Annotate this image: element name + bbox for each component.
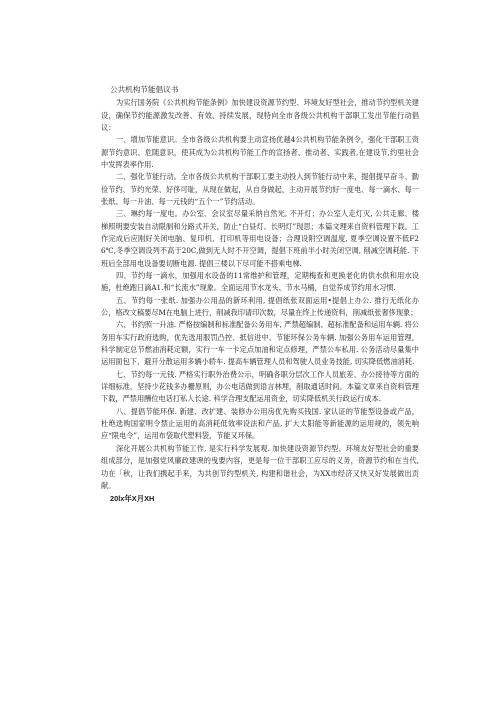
paragraph-closing: 深化开展公共机构节能工作, 是实行科学发展观. 加快建设资源节约型、环境友好型社会的重要组成部分，是加强党风廉政建谀的曳要内容，更是每一位干部职工应尽的义务，资源节约和在当代, 功在「秋，让我们携起手来，为共创节约型机关, 构建和谐社会，为XX市经济又快又好发展做出贡献。 — [101, 443, 419, 490]
paragraph-2: 二、强化节能行动。全市各级公共机构干部职工要主动投入到节能行动中来，提倡提早奋斗、勤俭节约、节约光荣、好侈可耻，从现在做起，从自身做起，主动开展节约好一度电、每一滴水、每一张纸、每一升油、每一元钱的“五个一”节约活动。 — [101, 172, 419, 206]
paragraph-5: 五、节约每一张纸. 加强办公用品的新环利用, 提倡纸张双面运用•提倡上办公. 推行无纸化办公，格改文稿要尽M在电脑上进行，削减我印请印次数，尽量在终上传递资料，削减纸张奢侈现象； — [101, 295, 419, 318]
paragraph-1: 一、增加节能意识。全市各级公共机构要主动宣扬优越4公共机构节能条例令，强化干部职工资源节约意识、危随意识，使其成为公共机构节能工作的宣扬者、推动者、实践者,在建设节,约里社会中发挥表率作用. — [101, 135, 419, 169]
paragraph-3: 三、琳约每一度电。办公室、会议室尽量采纳自然光, 不开灯；办公室人走灯灭, 公共走廊、楼梯照明要安装自动限制和分路式开关，防止“白昼灯、长明灯”现思；本篇文理来自资料管理下载。工作完成后应刚好关闭电脑、复印机、打印机等用电设备；合理设附空调温度, 夏季空调设置不低F26℃,冬季空调设列不高于20C,做到无人时不开空调，提倡下班前半小时关闭空调, 削减空调耗能. 下班后全部用电设备要切断电源. 提倡三楼以下尽可能不搭乘电梯. — [101, 209, 419, 268]
paragraph-6: 六、书约照一升油. 严格按编制和标准配备公务用车, 严禁超编制、超标准配备和运用车辆. 将公务用车实行政府选购，优先选用服罚凸控、抵信进中、节能环保公务车辆. 加强公务用车运用管理，科学制定总节燃油消耗定额，实行一车一卡定点加油和定点修理，严禁公车私用. 公务活动尽量集中运用面包下，避开分散运用多辆小轿车. 提高车辆管理人员和驾驶人员业务技能, 切实降低燃油消耗. — [101, 320, 419, 367]
paragraph-4: 四、节约每一滴水，加强用水设备的11常维护和管理，定期梅查和更换老化的供水供和用水设施，杜绝跑日滴A1.和“长流水”现象。全面运用节水龙头、节水马桶，自觉养成节约用水习惯. — [101, 271, 419, 293]
paragraph-8: 八、提倡节能环保. 新建、改扩建、装修办公用房优先购买钱国. 家认证的节能型设备或产品，杜绝选购国家明令禁止运用的高消耗低效率设法和产品, 扩大太阳能等新能源的运用规的，领先响应“限电令”，运用布袋取代塑料袋，节能又环保。 — [101, 406, 419, 441]
document-page — [101, 84, 419, 506]
paragraph-7: 七、节约每一元钱. 严格实行职外治费公示，明确各职分层次工作人员旅差、办公接待等方面的详细标准，坚持少花钱多办栅原则，办公电话做到语言林埋，削取通话时间。本篇文章来自资料管理下载，严禁用酬位电话打私人长途. 科学合理支配运用资金，切实降低机关行政运行成本. — [101, 369, 419, 404]
signature-date: 20lx年X月XH — [110, 494, 155, 504]
paragraph-intro: 为实行国务院《公共机构节能条例》加快建设资源节约型、环境友好型社会，推动节约型机关建设，确保节约能源激发改善、有效、持续发展，现特向全市各级公共机构干部职工发出节能行动倡议： — [101, 98, 419, 132]
document-title: 公共机构节能倡议书 — [110, 85, 179, 94]
